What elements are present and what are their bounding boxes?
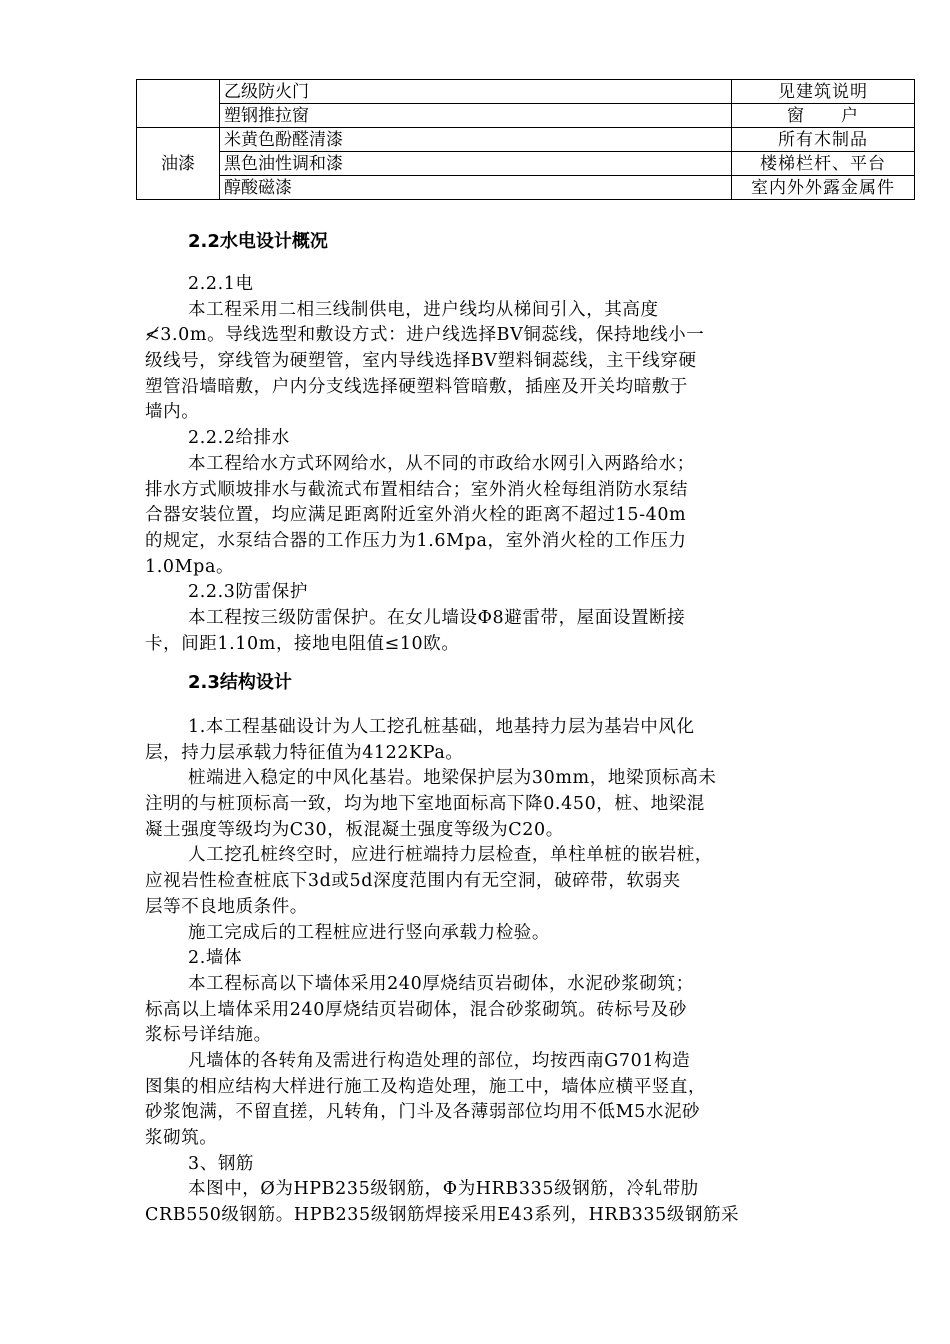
text-line: 人工挖孔桩终空时，应进行桩端持力层检查，单柱单桩的嵌岩桩， xyxy=(188,845,713,866)
text-line: 注明的与桩顶标高一致，均为地下室地面标高下降0.450，桩、地梁混 xyxy=(145,794,705,815)
text-line: 桩端进入稳定的中风化基岩。地梁保护层为30mm，地梁顶标高未 xyxy=(188,768,717,789)
text-line: 本图中，Ø为HPB235级钢筋，Φ为HRB335级钢筋，冷轧带肋 xyxy=(188,1179,699,1200)
text-line: 墙内。 xyxy=(145,402,200,423)
text-line: 层等不良地质条件。 xyxy=(145,896,308,917)
table-cell-category: 油漆 xyxy=(137,128,220,200)
subsection-title: 2.2.1电 xyxy=(188,274,254,294)
text-line: 的规定，水泵结合器的工作压力为1.6Mpa，室外消火栓的工作压力 xyxy=(145,530,687,551)
table-row xyxy=(137,128,915,152)
text-line: 标高以上墙体采用240厚烧结页岩砌体，混合砂浆砌筑。砖标号及砂 xyxy=(145,999,687,1020)
section-2-3-body xyxy=(145,715,815,1229)
text-line: 凡墙体的各转角及需进行构造处理的部位，均按西南G701构造 xyxy=(188,1050,691,1071)
table-cell-usage: 窗 户 xyxy=(732,104,915,128)
text-line: 合器安装位置，均应满足距离附近室外消火栓的距离不超过15-40m xyxy=(145,505,687,526)
text-line: 级线号，穿线管为硬塑管，室内导线选择BV塑料铜蕊线，主干线穿硬 xyxy=(145,351,697,372)
text-line: 本工程标高以下墙体采用240厚烧结页岩砌体，水泥砂浆砌筑； xyxy=(188,973,694,994)
text-line: 卡，间距1.10m，接地电阻值≤10欧。 xyxy=(145,633,460,654)
table-row xyxy=(137,80,915,104)
table-cell-item: 米黄色酚醛清漆 xyxy=(220,128,732,152)
text-line: 图集的相应结构大样进行施工及构造处理，施工中，墙体应横平竖直， xyxy=(145,1076,707,1097)
text-line: 塑管沿墙暗敷，户内分支线选择硬塑料管暗敷，插座及开关均暗敷于 xyxy=(145,376,688,397)
table-cell-usage: 室内外外露金属件 xyxy=(732,176,915,200)
text-line: ≮3.0m。导线选型和敷设方式：进户线选择BV铜蕊线，保持地线小一 xyxy=(145,325,705,346)
text-line: 本工程按三级防雷保护。在女儿墙设Φ8避雷带，屋面设置断接 xyxy=(188,607,686,628)
table-cell-usage: 见建筑说明 xyxy=(732,80,915,104)
text-line: 浆标号详结施。 xyxy=(145,1025,272,1046)
text-line: 1.0Mpa。 xyxy=(145,556,235,577)
table-cell-item: 黑色油性调和漆 xyxy=(220,152,732,176)
table-cell-usage: 楼梯栏杆、平台 xyxy=(732,152,915,176)
table-cell-item: 乙级防火门 xyxy=(220,80,732,104)
subsection-title: 2.2.3防雷保护 xyxy=(188,582,308,603)
table-row xyxy=(137,104,915,128)
subsection-title: 3、钢筋 xyxy=(188,1153,255,1174)
section-heading-2-3: 2.3结构设计 xyxy=(188,672,292,693)
table-cell-item: 醇酸磁漆 xyxy=(220,176,732,200)
text-line: 应视岩性检查桩底下3d或5d深度范围内有无空洞，破碎带，软弱夹 xyxy=(145,871,681,892)
table-row xyxy=(137,152,915,176)
table-cell-usage: 所有木制品 xyxy=(732,128,915,152)
text-line: 本工程采用二相三线制供电，进户线均从梯间引入，其高度 xyxy=(188,299,659,320)
subsection-title: 2.2.2给排水 xyxy=(188,428,290,449)
text-line: 砂浆饱满，不留直搓，凡转角，门斗及各薄弱部位均用不低M5水泥砂 xyxy=(145,1102,701,1123)
table-row xyxy=(137,176,915,200)
section-heading-2-2: 2.2水电设计概况 xyxy=(188,231,328,252)
text-line: 排水方式顺坡排水与截流式布置相结合；室外消火栓每组消防水泵结 xyxy=(145,479,688,500)
text-line: 本工程给水方式环网给水，从不同的市政给水网引入两路给水； xyxy=(188,453,695,474)
text-line: 层，持力层承载力特征值为4122KPa。 xyxy=(145,742,464,763)
table-cell-item: 塑钢推拉窗 xyxy=(220,104,732,128)
text-line: 施工完成后的工程桩应进行竖向承载力检验。 xyxy=(188,922,550,943)
text-line: 凝土强度等级均为C30，板混凝土强度等级为C20。 xyxy=(145,819,564,840)
subsection-title: 2.墙体 xyxy=(188,948,243,969)
table-cell-category xyxy=(137,80,220,128)
text-line: 1.本工程基础设计为人工挖孔桩基础，地基持力层为基岩中风化 xyxy=(188,717,695,737)
text-line: CRB550级钢筋。HPB235级钢筋焊接采用E43系列，HRB335级钢筋采 xyxy=(145,1205,740,1226)
materials-table xyxy=(136,79,915,200)
text-line: 浆砌筑。 xyxy=(145,1128,218,1148)
section-2-2-body xyxy=(145,272,815,657)
